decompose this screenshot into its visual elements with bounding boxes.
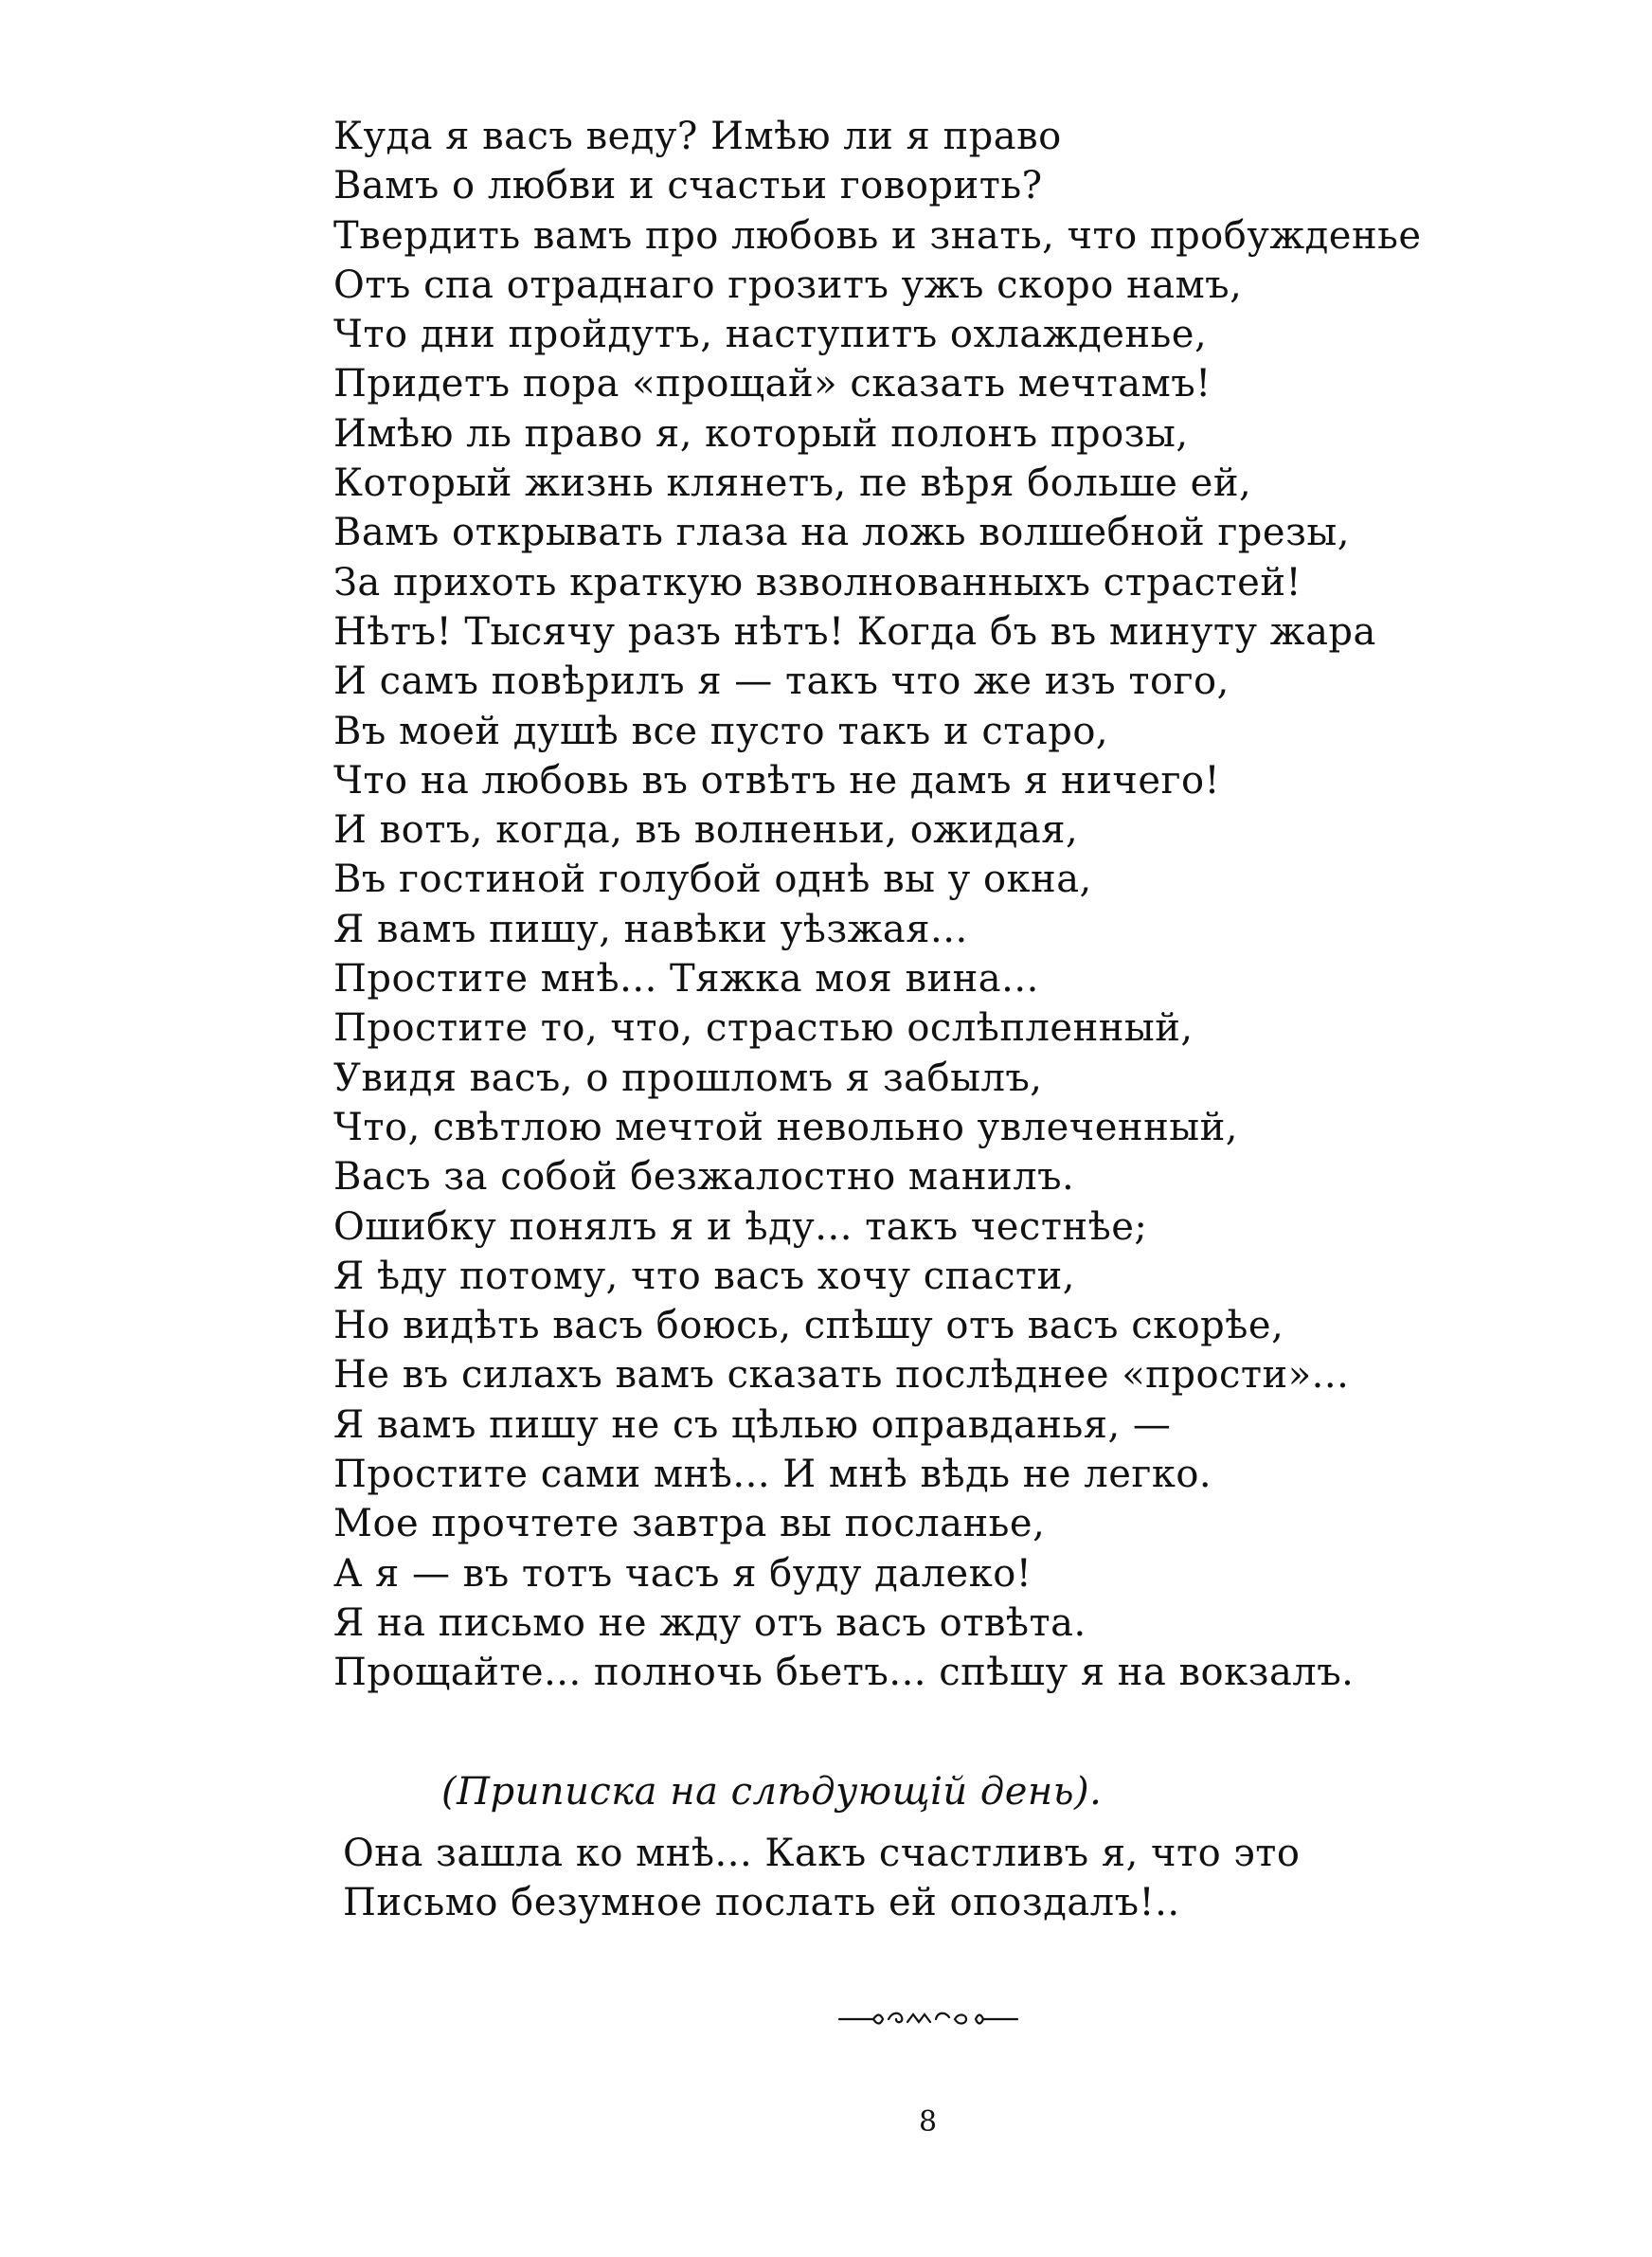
poem-line: Я вамъ пишу, навѣки уѣзжая...	[333, 907, 968, 951]
poem-line: Увидя васъ, о прошломъ я забылъ,	[333, 1056, 1043, 1100]
poem-line: Твердить вамъ про любовь и знать, что пробужденье	[333, 213, 1422, 258]
poem-line: Я ѣду потому, что васъ хочу спасти,	[333, 1254, 1076, 1298]
poem-line: За прихоть краткую взволнованныхъ страстей!	[333, 560, 1302, 605]
poem-line: Вамъ о любви и счастьи говорить?	[333, 164, 1043, 208]
poem-line: Простите сами мнѣ... И мнѣ вѣдь не легко.	[333, 1453, 1212, 1497]
poem-line: Что дни пройдутъ, наступитъ охлажденье,	[333, 313, 1208, 357]
poem-line: Въ гостиной голубой однѣ вы у окна,	[333, 858, 1092, 902]
poem-line: Нѣтъ! Тысячу разъ нѣтъ! Когда бъ въ минуту жара	[333, 609, 1376, 654]
poem-line: Но видѣть васъ боюсь, спѣшу отъ васъ скорѣе,	[333, 1304, 1284, 1348]
ornament-divider	[834, 2005, 1023, 2033]
page-number: 8	[919, 2105, 938, 2139]
poem-line: Прощайте... полночь бьетъ... спѣшу я на вокзалъ.	[333, 1651, 1355, 1695]
poem-line: Простите мнѣ... Тяжка моя вина...	[333, 957, 1039, 1002]
postscript-line: Она зашла ко мнѣ... Какъ счастливъ я, что это	[343, 1832, 1301, 1875]
poem-line: И вотъ, когда, въ волненьи, ожидая,	[333, 808, 1079, 853]
poem-line: А я — въ тотъ часъ я буду далеко!	[333, 1551, 1032, 1596]
poem-line: И самъ повѣрилъ я — такъ что же изъ того,	[333, 659, 1230, 704]
poem-line: Имѣю ль право я, который полонъ прозы,	[333, 411, 1189, 456]
postscript-heading: (Приписка на слѣдующій день).	[441, 1770, 1103, 1814]
poem-line: Что на любовь въ отвѣтъ не дамъ я ничего!	[333, 758, 1221, 803]
poem-line: Васъ за собой безжалостно манилъ.	[333, 1155, 1075, 1200]
poem-body	[333, 112, 1432, 1698]
poem-line: Вамъ открывать глаза на ложь волшебной грезы,	[333, 511, 1350, 555]
poem-line: Ошибку понялъ я и ѣду... такъ честнѣе;	[333, 1204, 1148, 1249]
poem-line: Отъ спа отраднаго грозитъ ужъ скоро намъ,	[333, 262, 1243, 307]
poem-line: Я на письмо не жду отъ васъ отвѣта.	[333, 1600, 1086, 1645]
poem-line: Я вамъ пишу не съ цѣлью оправданья, —	[333, 1402, 1172, 1447]
poem-line: Что, свѣтлою мечтой невольно увлеченный,	[333, 1105, 1238, 1149]
poem-line: Куда я васъ веду? Имѣю ли я право	[333, 115, 1062, 158]
poem-line: Придетъ пора «прощай» сказать мечтамъ!	[333, 362, 1212, 406]
poem-line: Простите то, что, страстью ослѣпленный,	[333, 1006, 1194, 1051]
postscript-body	[343, 1829, 1442, 1927]
poem-line: Не въ силахъ вамъ сказать послѣднее «прости»...	[333, 1353, 1350, 1398]
postscript-line: Письмо безумное послать ей опоздалъ!..	[343, 1881, 1180, 1924]
poem-line: Который жизнь клянетъ, пе вѣря больше ей,	[333, 461, 1252, 506]
poem-line: Мое прочтете завтра вы посланье,	[333, 1502, 1046, 1546]
poem-line: Въ моей душѣ все пусто такъ и старо,	[333, 709, 1109, 753]
